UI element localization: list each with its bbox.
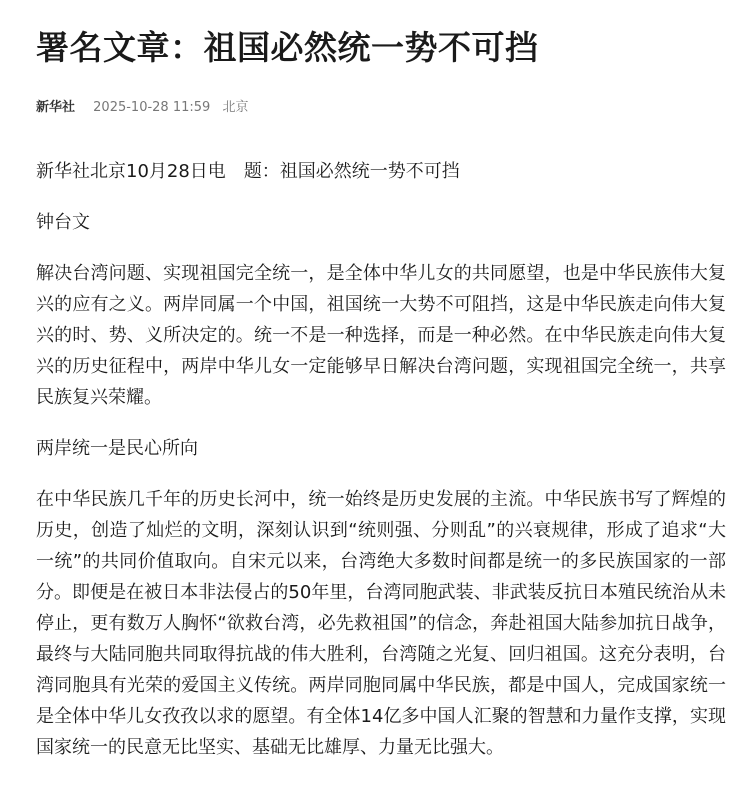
dateline-text: 新华社北京10月28日电 <box>36 161 226 182</box>
article-subtitle: 题：祖国必然统一势不可挡 <box>243 161 460 182</box>
source-label[interactable]: 新华社 <box>36 100 76 115</box>
article-dateline <box>36 156 726 187</box>
article-meta <box>36 96 248 115</box>
article-body <box>36 156 726 783</box>
publish-datetime: 2025-10-28 11:59 <box>93 100 211 115</box>
paragraph: 解决台湾问题、实现祖国完全统一，是全体中华儿女的共同愿望，也是中华民族伟大复兴的应有之义。两岸同属一个中国，祖国统一大势不可阻挡，这是中华民族走向伟大复兴的时、势、义所决定的。统一不是一种选择，而是一种必然。在中华民族走向伟大复兴的历史征程中，两岸中华儿女一定能够早日解决台湾问题，实现祖国完全统一，共享民族复兴荣耀。 <box>36 263 726 408</box>
article-author: 钟台文 <box>36 212 90 233</box>
section-heading: 两岸统一是民心所向 <box>36 438 198 459</box>
article-title: 署名文章：祖国必然统一势不可挡 <box>36 28 539 67</box>
paragraph: 在中华民族几千年的历史长河中，统一始终是历史发展的主流。中华民族书写了辉煌的历史，创造了灿烂的文明，深刻认识到“统则强、分则乱”的兴衰规律，形成了追求“大一统”的共同价值取向。自宋元以来，台湾绝大多数时间都是统一的多民族国家的一部分。即便是在被日本非法侵占的50年里，台湾同胞武装、非武装反抗日本殖民统治从未停止，更有数万人胸怀“欲救台湾，必先救祖国”的信念，奔赴祖国大陆参加抗日战争，最终与大陆同胞共同取得抗战的伟大胜利，台湾随之光复、回归祖国。这充分表明，台湾同胞具有光荣的爱国主义传统。两岸同胞同属中华民族，都是中国人，完成国家统一是全体中华儿女孜孜以求的愿望。有全体14亿多中国人汇聚的智慧和力量作支撑，实现国家统一的民意无比坚实、基础无比雄厚、力量无比强大。 <box>36 489 726 758</box>
publish-location: 北京 <box>222 100 249 115</box>
